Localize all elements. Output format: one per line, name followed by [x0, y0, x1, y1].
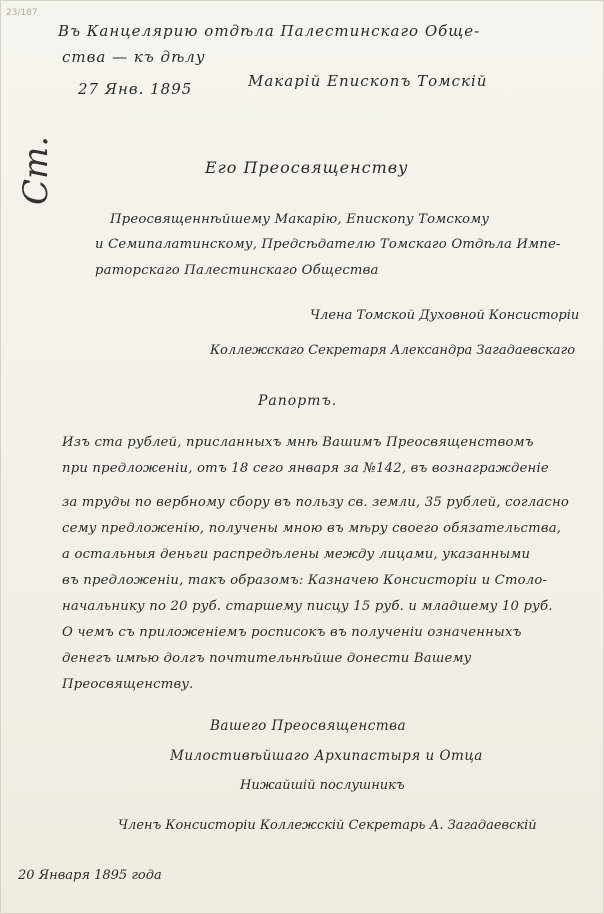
address-line-1: Преосвященнѣйшему Макарію, Епископу Томскому: [110, 212, 490, 227]
resolution-signer: Макарій Епископъ Томскій: [248, 72, 488, 90]
body-line-2: при предложеніи, отъ 18 сего января за №142, въ вознагражденіе: [62, 461, 549, 476]
margin-note: Ст.: [16, 135, 56, 205]
address-line-2: и Семипалатинскому, Предсѣдателю Томскаго Отдѣла Импе-: [95, 237, 561, 252]
closing-line-3: Нижайшій послушникъ: [240, 778, 405, 793]
body-line-4: сему предложенію, получены мною въ мѣру своего обязательства,: [62, 521, 562, 536]
address-line-3: раторскаго Палестинскаго Общества: [95, 263, 379, 278]
sender-line-1: Члена Томской Духовной Консисторіи: [310, 308, 580, 323]
resolution-date: 27 Янв. 1895: [78, 80, 193, 98]
body-line-9: денегъ имѣю долгъ почтительнѣйше донести Вашему: [62, 651, 472, 666]
closing-line-1: Вашего Преосвященства: [210, 718, 407, 734]
resolution-line-2: ства — къ дѣлу: [62, 48, 206, 66]
address-title: Его Преосвященству: [205, 158, 409, 177]
closing-line-2: Милостивѣйшаго Архипастыря и Отца: [170, 748, 483, 764]
body-line-7: начальнику по 20 руб. старшему писцу 15 руб. и младшему 10 руб.: [62, 599, 553, 614]
resolution-line-1: Въ Канцелярию отдѣла Палестинскаго Обще-: [58, 22, 481, 40]
body-line-1: Изъ ста рублей, присланныхъ мнѣ Вашимъ Преосвященствомъ: [62, 435, 534, 450]
archive-number: 23/187: [6, 8, 38, 18]
sender-line-2: Коллежскаго Секретаря Александра Загадаевскаго: [210, 343, 576, 358]
footer-date: 20 Января 1895 года: [18, 868, 162, 883]
body-line-3: за труды по вербному сбору въ пользу св. земли, 35 рублей, согласно: [62, 495, 569, 510]
report-title: Рапортъ.: [258, 393, 338, 409]
signature: Членъ Консисторіи Коллежскій Секретарь А. Загадаевскій: [118, 818, 537, 833]
body-line-10: Преосвященству.: [62, 677, 194, 692]
body-line-8: О чемъ съ приложеніемъ росписокъ въ полученіи означенныхъ: [62, 625, 522, 640]
body-line-6: въ предложеніи, такъ образомъ: Казначею Консисторіи и Столо-: [62, 573, 548, 588]
body-line-5: а остальныя деньги распредѣлены между лицами, указанными: [62, 547, 531, 562]
